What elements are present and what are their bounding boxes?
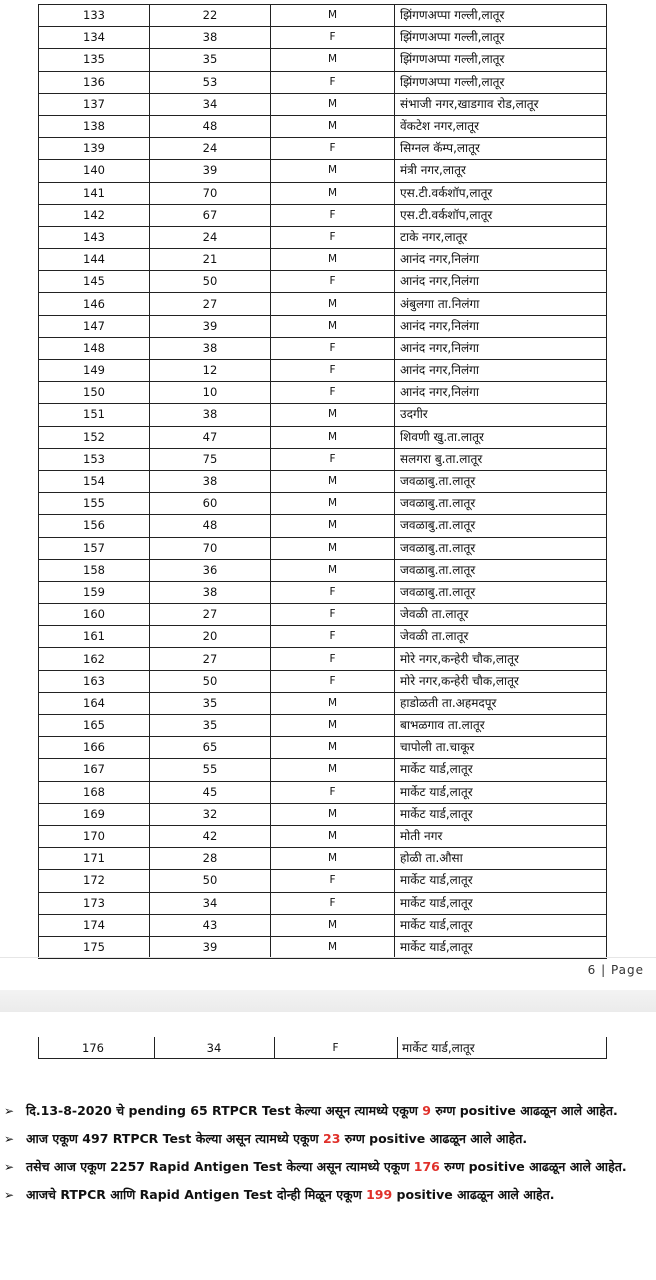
cell-serial: 155 (39, 493, 150, 515)
cell-gender: F (271, 337, 395, 359)
cell-age: 50 (150, 271, 271, 293)
cell-address: मार्केट यार्ड,लातूर (395, 936, 607, 958)
cell-address: सिग्नल कॅम्प,लातूर (395, 138, 607, 160)
cell-gender: F (271, 226, 395, 248)
arrow-bullet-icon: ➢ (4, 1132, 15, 1146)
note-text: आज एकूण 497 RTPCR Test केल्या असून त्यामध्ये एकूण (26, 1131, 323, 1146)
cell-serial: 172 (39, 870, 150, 892)
cell-serial: 145 (39, 271, 150, 293)
cell-age: 55 (150, 759, 271, 781)
cell-address: उदगीर (395, 404, 607, 426)
cell-gender: F (271, 360, 395, 382)
cell-serial: 146 (39, 293, 150, 315)
table-row (39, 581, 607, 603)
cell-age: 12 (150, 360, 271, 382)
cell-gender: M (271, 559, 395, 581)
cell-serial: 161 (39, 626, 150, 648)
cell-gender: M (271, 49, 395, 71)
cell-age: 35 (150, 692, 271, 714)
cell-serial: 165 (39, 715, 150, 737)
cell-address: मोती नगर (395, 825, 607, 847)
table-row (39, 537, 607, 559)
table-row (39, 138, 607, 160)
cell-gender: M (271, 470, 395, 492)
cell-serial: 154 (39, 470, 150, 492)
arrow-bullet-icon: ➢ (4, 1160, 15, 1174)
cell-serial: 150 (39, 382, 150, 404)
cell-address: झिंगणअप्पा गल्ली,लातूर (395, 5, 607, 27)
cell-serial: 152 (39, 426, 150, 448)
cell-serial: 144 (39, 249, 150, 271)
table-row (39, 182, 607, 204)
cell-address: झिंगणअप्पा गल्ली,लातूर (395, 71, 607, 93)
cell-serial: 160 (39, 604, 150, 626)
cell-serial: 169 (39, 803, 150, 825)
cell-address: आनंद नगर,निलंगा (395, 337, 607, 359)
cell-address: मोरे नगर,कन्हेरी चौक,लातूर (395, 648, 607, 670)
cell-gender: F (271, 604, 395, 626)
cell-address: मार्केट यार्ड,लातूर (402, 1041, 475, 1055)
cell-gender: F (271, 892, 395, 914)
cell-gender: M (271, 692, 395, 714)
table-row (39, 648, 607, 670)
cell-address: मार्केट यार्ड,लातूर (395, 803, 607, 825)
cell-gender: F (271, 27, 395, 49)
cell-serial: 149 (39, 360, 150, 382)
cell-serial: 142 (39, 204, 150, 226)
table-row (39, 515, 607, 537)
table-row-continued (38, 1037, 607, 1059)
cell-age: 65 (150, 737, 271, 759)
cell-serial: 153 (39, 448, 150, 470)
cell-gender: M (271, 848, 395, 870)
cell-age: 60 (150, 493, 271, 515)
cell-age: 48 (150, 115, 271, 137)
cell-gender: M (271, 759, 395, 781)
cell-address: जेवळी ता.लातूर (395, 626, 607, 648)
note-text: रुग्ण positive आढळून आले आहेत. (430, 1103, 618, 1118)
table-row (39, 825, 607, 847)
cell-gender: F (332, 1042, 339, 1054)
cell-gender: F (271, 781, 395, 803)
cell-gender: M (271, 293, 395, 315)
table-row (39, 360, 607, 382)
cell-serial: 151 (39, 404, 150, 426)
cell-age: 47 (150, 426, 271, 448)
cell-address: जेवळी ता.लातूर (395, 604, 607, 626)
table-row (39, 271, 607, 293)
table-row (39, 715, 607, 737)
cell-serial: 157 (39, 537, 150, 559)
cell-serial: 141 (39, 182, 150, 204)
table-row (39, 71, 607, 93)
cell-serial: 164 (39, 692, 150, 714)
table-row (39, 470, 607, 492)
cell-address: मार्केट यार्ड,लातूर (395, 914, 607, 936)
cell-gender: M (271, 315, 395, 337)
summary-notes (4, 1097, 650, 1209)
cell-address: जवळाबु.ता.लातूर (395, 515, 607, 537)
cell-age: 36 (150, 559, 271, 581)
highlighted-count: 176 (413, 1159, 440, 1174)
cell-address: जवळाबु.ता.लातूर (395, 493, 607, 515)
cell-age: 50 (150, 670, 271, 692)
cell-gender: F (271, 581, 395, 603)
cell-gender: M (271, 936, 395, 958)
cell-serial: 158 (39, 559, 150, 581)
cell-address: जवळाबु.ता.लातूर (395, 559, 607, 581)
cell-age: 28 (150, 848, 271, 870)
table-row (39, 670, 607, 692)
cell-gender: M (271, 5, 395, 27)
summary-note (4, 1153, 650, 1181)
cell-gender: M (271, 426, 395, 448)
cell-address: मार्केट यार्ड,लातूर (395, 892, 607, 914)
patient-table-body (39, 5, 607, 959)
cell-address: एस.टी.वर्कशॉप,लातूर (395, 182, 607, 204)
cell-serial: 168 (39, 781, 150, 803)
cell-serial: 147 (39, 315, 150, 337)
table-row (39, 204, 607, 226)
cell-age: 24 (150, 138, 271, 160)
cell-serial: 176 (82, 1041, 104, 1055)
highlighted-count: 23 (323, 1131, 341, 1146)
cell-age: 27 (150, 604, 271, 626)
cell-address: जवळाबु.ता.लातूर (395, 581, 607, 603)
cell-gender: M (271, 160, 395, 182)
cell-serial: 136 (39, 71, 150, 93)
table-row (39, 692, 607, 714)
highlighted-count: 9 (422, 1103, 431, 1118)
table-row (39, 115, 607, 137)
cell-gender: F (271, 382, 395, 404)
cell-age: 34 (150, 93, 271, 115)
cell-gender: M (271, 249, 395, 271)
cell-gender: M (271, 537, 395, 559)
cell-address: आनंद नगर,निलंगा (395, 271, 607, 293)
cell-serial: 134 (39, 27, 150, 49)
cell-address: आनंद नगर,निलंगा (395, 249, 607, 271)
cell-serial: 156 (39, 515, 150, 537)
cell-age: 35 (150, 715, 271, 737)
cell-age: 32 (150, 803, 271, 825)
cell-age: 39 (150, 315, 271, 337)
cell-gender: M (271, 493, 395, 515)
cell-serial: 166 (39, 737, 150, 759)
table-row (39, 337, 607, 359)
cell-address: हाडोळती ता.अहमदपूर (395, 692, 607, 714)
cell-address: होळी ता.औसा (395, 848, 607, 870)
cell-age: 34 (150, 892, 271, 914)
cell-age: 70 (150, 182, 271, 204)
note-text: रुग्ण positive आढळून आले आहेत. (439, 1159, 627, 1174)
cell-gender: M (271, 737, 395, 759)
cell-address: सलगरा बु.ता.लातूर (395, 448, 607, 470)
highlighted-count: 199 (366, 1187, 393, 1202)
cell-address: चापोली ता.चाकूर (395, 737, 607, 759)
cell-serial: 170 (39, 825, 150, 847)
table-row (39, 914, 607, 936)
cell-gender: F (271, 138, 395, 160)
cell-age: 53 (150, 71, 271, 93)
cell-serial: 163 (39, 670, 150, 692)
cell-address: झिंगणअप्पा गल्ली,लातूर (395, 27, 607, 49)
cell-address: बाभळगाव ता.लातूर (395, 715, 607, 737)
table-row (39, 803, 607, 825)
cell-age: 38 (150, 404, 271, 426)
cell-age: 75 (150, 448, 271, 470)
patient-table (38, 4, 607, 959)
row-bottom-border (38, 1058, 607, 1059)
table-row (39, 892, 607, 914)
cell-age: 27 (150, 648, 271, 670)
cell-gender: M (271, 115, 395, 137)
cell-age: 38 (150, 27, 271, 49)
cell-age: 45 (150, 781, 271, 803)
page-number: 6 | Page (587, 963, 644, 977)
cell-gender: F (271, 271, 395, 293)
cell-age: 39 (150, 936, 271, 958)
table-row (39, 737, 607, 759)
cell-age: 21 (150, 249, 271, 271)
cell-age: 10 (150, 382, 271, 404)
cell-serial: 139 (39, 138, 150, 160)
cell-address: आनंद नगर,निलंगा (395, 360, 607, 382)
table-row (39, 5, 607, 27)
cell-address: झिंगणअप्पा गल्ली,लातूर (395, 49, 607, 71)
cell-serial: 173 (39, 892, 150, 914)
cell-gender: M (271, 914, 395, 936)
cell-gender: F (271, 204, 395, 226)
table-row (39, 626, 607, 648)
cell-age: 43 (150, 914, 271, 936)
cell-age: 35 (150, 49, 271, 71)
cell-gender: M (271, 803, 395, 825)
cell-age: 42 (150, 825, 271, 847)
cell-address: मार्केट यार्ड,लातूर (395, 781, 607, 803)
cell-age: 70 (150, 537, 271, 559)
cell-address: टाके नगर,लातूर (395, 226, 607, 248)
cell-serial: 133 (39, 5, 150, 27)
cell-gender: F (271, 648, 395, 670)
cell-age: 27 (150, 293, 271, 315)
arrow-bullet-icon: ➢ (4, 1188, 15, 1202)
cell-gender: M (271, 825, 395, 847)
cell-address: मार्केट यार्ड,लातूर (395, 870, 607, 892)
patient-table-wrapper (38, 4, 607, 959)
summary-note (4, 1181, 650, 1209)
table-row (39, 160, 607, 182)
table-row (39, 93, 607, 115)
cell-gender: M (271, 404, 395, 426)
table-row (39, 426, 607, 448)
cell-gender: M (271, 182, 395, 204)
cell-serial: 162 (39, 648, 150, 670)
table-row (39, 293, 607, 315)
cell-age: 38 (150, 581, 271, 603)
cell-age: 34 (206, 1041, 222, 1055)
cell-address: आनंद नगर,निलंगा (395, 382, 607, 404)
cell-address: मोरे नगर,कन्हेरी चौक,लातूर (395, 670, 607, 692)
cell-serial: 148 (39, 337, 150, 359)
table-row (39, 493, 607, 515)
cell-address: शिवणी खु.ता.लातूर (395, 426, 607, 448)
arrow-bullet-icon: ➢ (4, 1104, 15, 1118)
cell-address: मार्केट यार्ड,लातूर (395, 759, 607, 781)
table-row (39, 27, 607, 49)
note-text: तसेच आज एकूण 2257 Rapid Antigen Test केल्या असून त्यामध्ये एकूण (26, 1159, 414, 1174)
cell-gender: F (271, 626, 395, 648)
cell-address: अंबुलगा ता.निलंगा (395, 293, 607, 315)
cell-gender: F (271, 71, 395, 93)
table-row (39, 249, 607, 271)
note-text: रुग्ण positive आढळून आले आहेत. (340, 1131, 528, 1146)
cell-age: 39 (150, 160, 271, 182)
summary-note (4, 1125, 650, 1153)
cell-serial: 135 (39, 49, 150, 71)
table-row (39, 448, 607, 470)
note-text: positive आढळून आले आहेत. (392, 1187, 555, 1202)
table-row (39, 315, 607, 337)
cell-address: संभाजी नगर,खाडगाव रोड,लातूर (395, 93, 607, 115)
page-break-band (0, 990, 656, 1012)
cell-gender: F (271, 870, 395, 892)
note-text: दि.13-8-2020 चे pending 65 RTPCR Test केल्या असून त्यामध्ये एकूण (26, 1103, 423, 1118)
cell-divider (397, 1037, 398, 1059)
table-row (39, 226, 607, 248)
note-text: आजचे RTPCR आणि Rapid Antigen Test दोन्ही मिळून एकूण (26, 1187, 367, 1202)
cell-age: 24 (150, 226, 271, 248)
table-row (39, 404, 607, 426)
cell-address: आनंद नगर,निलंगा (395, 315, 607, 337)
cell-serial: 174 (39, 914, 150, 936)
cell-address: मंत्री नगर,लातूर (395, 160, 607, 182)
cell-age: 22 (150, 5, 271, 27)
table-row (39, 604, 607, 626)
cell-serial: 138 (39, 115, 150, 137)
cell-gender: F (271, 670, 395, 692)
cell-serial: 137 (39, 93, 150, 115)
table-row (39, 49, 607, 71)
cell-address: जवळाबु.ता.लातूर (395, 537, 607, 559)
cell-address: वेंकटेश नगर,लातूर (395, 115, 607, 137)
table-row (39, 759, 607, 781)
cell-age: 67 (150, 204, 271, 226)
cell-serial: 140 (39, 160, 150, 182)
cell-age: 38 (150, 470, 271, 492)
cell-serial: 175 (39, 936, 150, 958)
cell-age: 50 (150, 870, 271, 892)
page-break-line (0, 957, 656, 958)
table-row (39, 781, 607, 803)
cell-serial: 167 (39, 759, 150, 781)
table-row (39, 936, 607, 958)
cell-address: जवळाबु.ता.लातूर (395, 470, 607, 492)
cell-divider (606, 1037, 607, 1059)
cell-serial: 171 (39, 848, 150, 870)
cell-age: 38 (150, 337, 271, 359)
cell-serial: 159 (39, 581, 150, 603)
cell-address: एस.टी.वर्कशॉप,लातूर (395, 204, 607, 226)
cell-gender: F (271, 448, 395, 470)
table-row (39, 559, 607, 581)
cell-age: 48 (150, 515, 271, 537)
cell-gender: M (271, 515, 395, 537)
table-row (39, 870, 607, 892)
cell-serial: 143 (39, 226, 150, 248)
cell-gender: M (271, 93, 395, 115)
table-row (39, 382, 607, 404)
summary-note (4, 1097, 650, 1125)
cell-age: 20 (150, 626, 271, 648)
cell-gender: M (271, 715, 395, 737)
table-row (39, 848, 607, 870)
